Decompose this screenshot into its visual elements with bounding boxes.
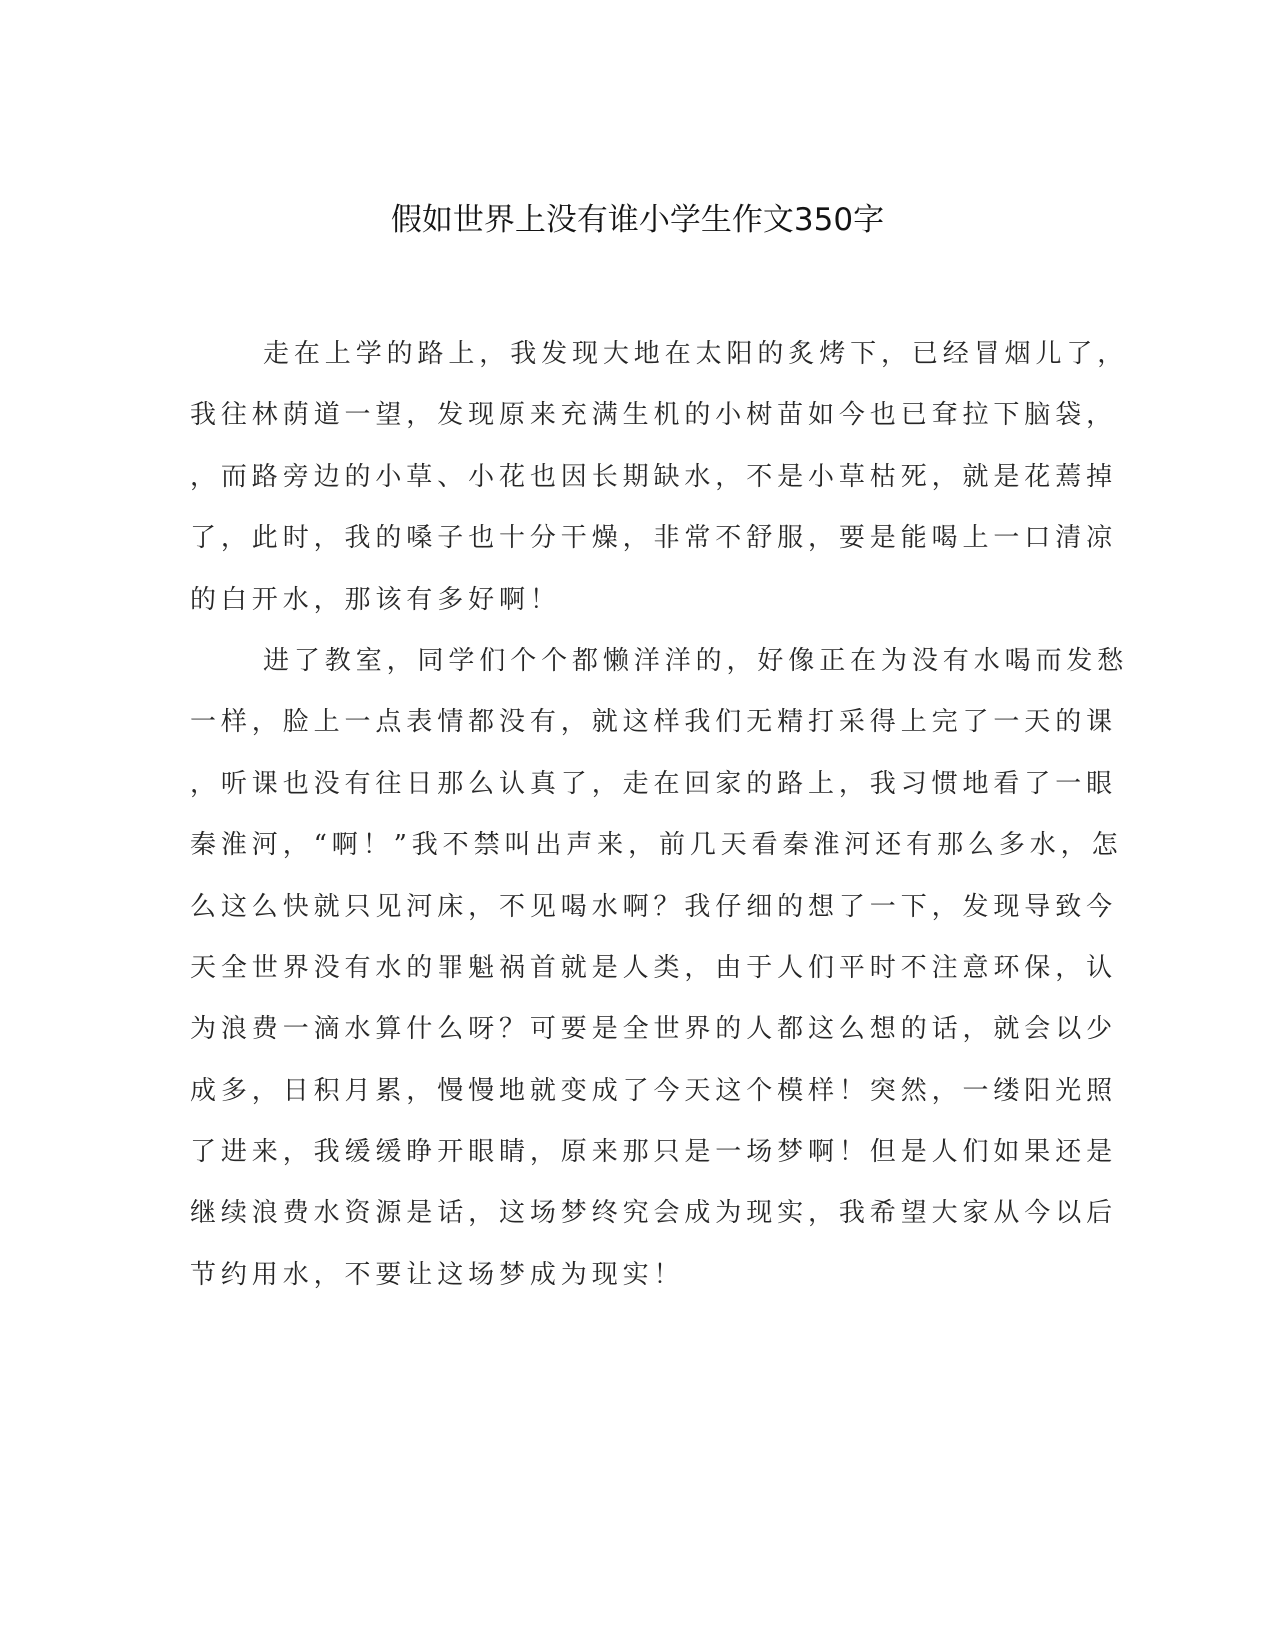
paragraph-2-line: 成多，日积月累，慢慢地就变成了今天这个模样！突然，一缕阳光照 xyxy=(190,1075,1118,1106)
paragraph-2-line: 进了教室，同学们个个都懒洋洋的，好像正在为没有水喝而发愁 xyxy=(263,645,1129,676)
paragraph-1-line: 我往林荫道一望，发现原来充满生机的小树苗如今也已耷拉下脑袋， xyxy=(190,400,1118,431)
paragraph-2-line: 为浪费一滴水算什么呀？可要是全世界的人都这么想的话，就会以少 xyxy=(190,1014,1118,1045)
paragraph-2-line: 了进来，我缓缓睁开眼睛，原来那只是一场梦啊！但是人们如果还是 xyxy=(190,1137,1118,1168)
paragraph-1-line: ，而路旁边的小草、小花也因长期缺水，不是小草枯死，就是花蔫掉 xyxy=(190,461,1118,492)
paragraph-2-line: ，听课也没有往日那么认真了，走在回家的路上，我习惯地看了一眼 xyxy=(190,768,1118,799)
paragraph-2-line: 一样，脸上一点表情都没有，就这样我们无精打采得上完了一天的课 xyxy=(190,707,1118,738)
paragraph-2-line: 么这么快就只见河床，不见喝水啊？我仔细的想了一下，发现导致今 xyxy=(190,891,1118,922)
paragraph-2-line: 节约用水，不要让这场梦成为现实！ xyxy=(190,1259,685,1290)
essay-body xyxy=(190,334,1129,1316)
paragraph-2-line: 秦淮河，“啊！”我不禁叫出声来，前几天看秦淮河还有那么多水，怎 xyxy=(190,830,1123,861)
paragraph-1-line: 了，此时，我的嗓子也十分干燥，非常不舒服，要是能喝上一口清凉 xyxy=(190,523,1118,554)
page-title: 假如世界上没有谁小学生作文350字 xyxy=(390,202,885,238)
paragraph-1-line: 走在上学的路上，我发现大地在太阳的炙烤下，已经冒烟儿了， xyxy=(263,339,1129,369)
paragraph-1-line: 的白开水，那该有多好啊！ xyxy=(190,584,561,615)
paragraph-2-line: 天全世界没有水的罪魁祸首就是人类，由于人们平时不注意环保，认 xyxy=(190,952,1118,983)
paragraph-2-line: 继续浪费水资源是话，这场梦终究会成为现实，我希望大家从今以后 xyxy=(190,1198,1118,1229)
